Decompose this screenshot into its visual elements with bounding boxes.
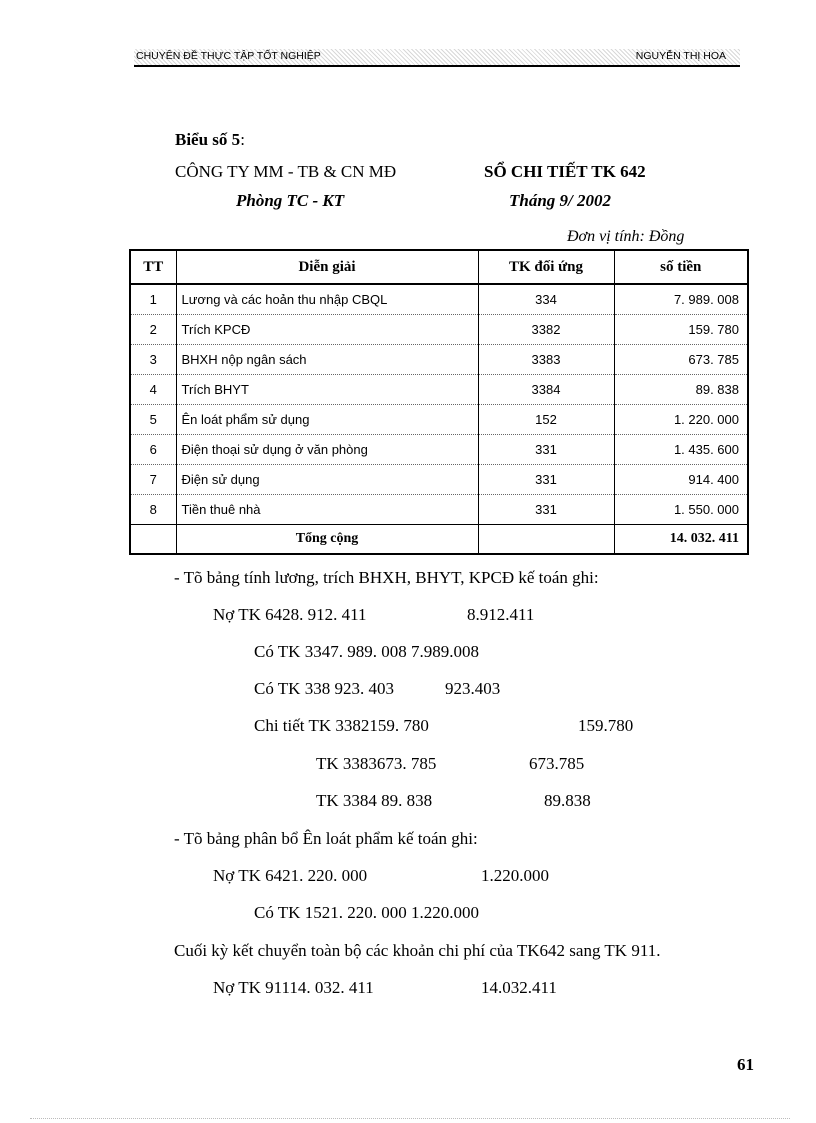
table-row: [130, 284, 748, 314]
row-tt: 6: [130, 434, 176, 464]
row-account: 3384: [478, 374, 614, 404]
table-row: [130, 434, 748, 464]
entry-detail-3383: TK 3383673. 785: [316, 754, 437, 773]
row-amount: 7. 989. 008: [614, 284, 748, 314]
page-number: 61: [737, 1055, 754, 1074]
entry-debit-6428-amount: 8.912.411: [467, 605, 535, 624]
row-description: Điện thoại sử dụng ở văn phòng: [176, 434, 478, 464]
entry-heading-printing: - Tõ bảng phân bổ Ên loát phẩm kế toán ghi:: [174, 829, 478, 848]
department: Phòng TC - KT: [236, 191, 345, 210]
row-amount: 914. 400: [614, 464, 748, 494]
entry-detail-3382: Chi tiết TK 3382159. 780: [254, 716, 429, 735]
entry-credit-152: Có TK 1521. 220. 000 1.220.000: [254, 903, 479, 922]
row-tt: 1: [130, 284, 176, 314]
running-header: [134, 49, 740, 67]
header-author: NGUYỄN THỊ HOA: [635, 50, 726, 62]
row-tt: 8: [130, 494, 176, 524]
entry-closing-note: Cuối kỳ kết chuyển toàn bộ các khoản chi phí của TK642 sang TK 911.: [174, 941, 661, 960]
header-title: CHUYÊN ĐỀ THỰC TẬP TỐT NGHIỆP: [136, 50, 321, 62]
row-description: BHXH nộp ngân sách: [176, 344, 478, 374]
row-description: Trích KPCĐ: [176, 314, 478, 344]
table-row: [130, 404, 748, 434]
footer-divider: [30, 1118, 790, 1119]
total-amount: 14. 032. 411: [614, 524, 748, 554]
book-title: SỔ CHI TIẾT TK 642: [484, 162, 646, 181]
form-number-label: Biểu số 5: [175, 130, 241, 149]
entry-debit-911-amount: 14.032.411: [481, 978, 557, 997]
entry-credit-338: Có TK 338 923. 403: [254, 679, 394, 698]
row-account: 3383: [478, 344, 614, 374]
table-row: [130, 374, 748, 404]
unit-label: Đơn vị tính: Đồng: [567, 228, 685, 245]
row-amount: 673. 785: [614, 344, 748, 374]
row-tt: 5: [130, 404, 176, 434]
row-account: 334: [478, 284, 614, 314]
row-description: Lương và các hoản thu nhập CBQL: [176, 284, 478, 314]
row-tt: 7: [130, 464, 176, 494]
row-amount: 1. 435. 600: [614, 434, 748, 464]
row-description: Điện sử dụng: [176, 464, 478, 494]
form-number: [175, 130, 245, 150]
entry-detail-3384-amount: 89.838: [544, 791, 591, 810]
row-tt: 3: [130, 344, 176, 374]
row-amount: 1. 220. 000: [614, 404, 748, 434]
entry-detail-3383-amount: 673.785: [529, 754, 585, 773]
entry-debit-6421: Nợ TK 6421. 220. 000: [213, 866, 368, 885]
entry-heading-payroll: - Tõ bảng tính lương, trích BHXH, BHYT, KPCĐ kế toán ghi:: [174, 568, 599, 587]
row-account: 331: [478, 494, 614, 524]
row-account: 3382: [478, 314, 614, 344]
entry-debit-911: Nợ TK 91114. 032. 411: [213, 978, 374, 997]
row-tt: 4: [130, 374, 176, 404]
total-account-empty: [478, 524, 614, 554]
total-row: [130, 524, 748, 554]
total-label: Tổng cộng: [176, 524, 478, 554]
row-amount: 1. 550. 000: [614, 494, 748, 524]
row-account: 331: [478, 434, 614, 464]
total-tt-empty: [130, 524, 176, 554]
row-amount: 89. 838: [614, 374, 748, 404]
table-row: [130, 494, 748, 524]
ledger-table: [129, 249, 749, 555]
table-row: [130, 464, 748, 494]
row-tt: 2: [130, 314, 176, 344]
form-number-colon: :: [240, 130, 245, 149]
table-row: [130, 314, 748, 344]
col-header-account: TK đối ứng: [478, 250, 614, 284]
entry-detail-3382-amount: 159.780: [578, 716, 634, 735]
col-header-description: Diễn giải: [176, 250, 478, 284]
entry-debit-6421-amount: 1.220.000: [481, 866, 549, 885]
entry-debit-6428: Nợ TK 6428. 912. 411: [213, 605, 367, 624]
row-description: Ên loát phẩm sử dụng: [176, 404, 478, 434]
table-row: [130, 344, 748, 374]
col-header-tt: TT: [130, 250, 176, 284]
row-account: 152: [478, 404, 614, 434]
entry-detail-3384: TK 3384 89. 838: [316, 791, 433, 810]
table-header-row: [130, 250, 748, 284]
month: Tháng 9/ 2002: [509, 191, 612, 210]
row-amount: 159. 780: [614, 314, 748, 344]
entry-credit-334: Có TK 3347. 989. 008 7.989.008: [254, 642, 479, 661]
col-header-amount: số tiền: [614, 250, 748, 284]
row-account: 331: [478, 464, 614, 494]
row-description: Tiền thuê nhà: [176, 494, 478, 524]
entry-credit-338-amount: 923.403: [445, 679, 501, 698]
company-name: CÔNG TY MM - TB & CN MĐ: [175, 162, 397, 181]
row-description: Trích BHYT: [176, 374, 478, 404]
